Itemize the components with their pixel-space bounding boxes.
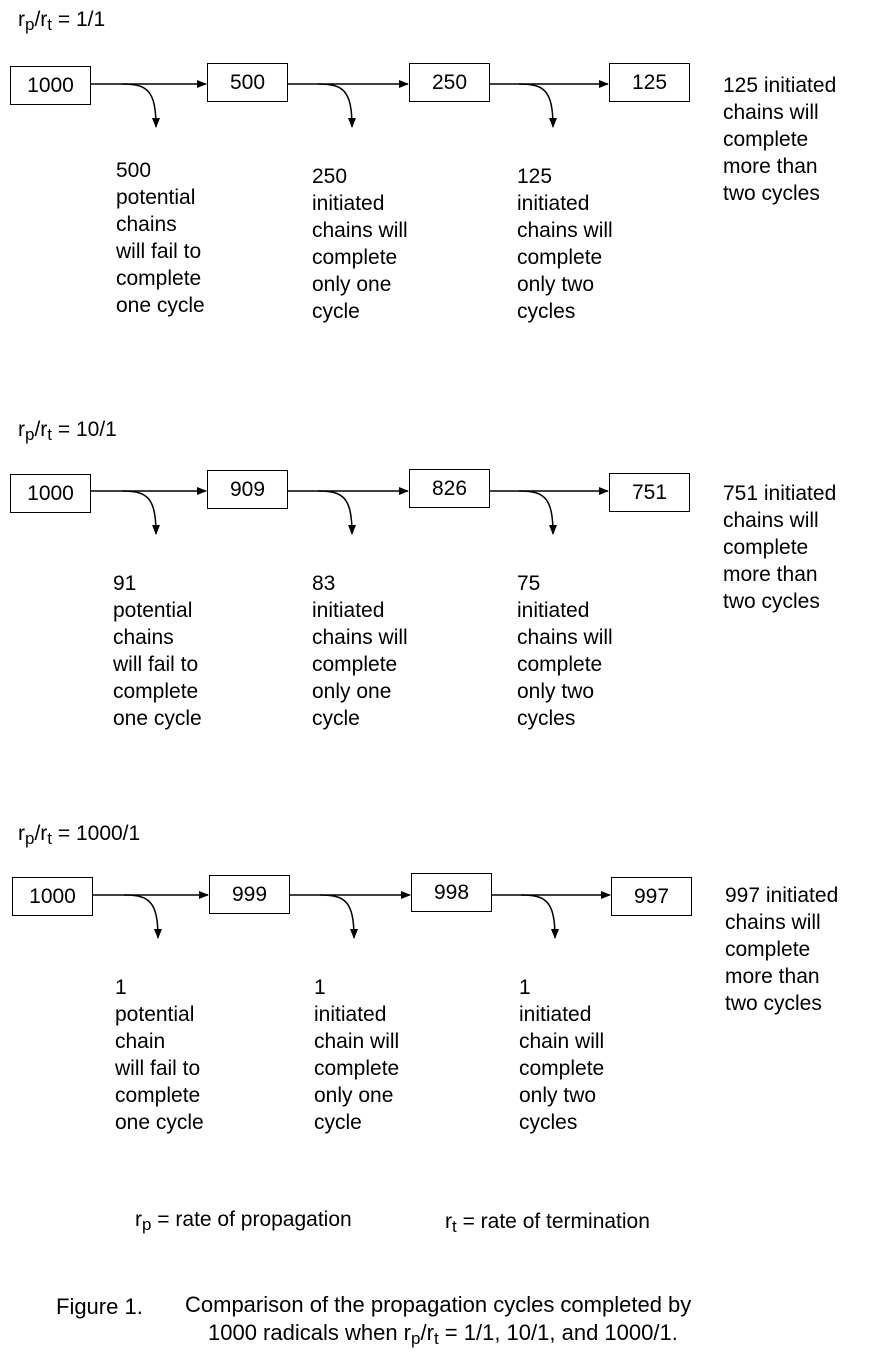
loss-label-row-1-step-3: 125 initiated chains will complete only two cycles bbox=[517, 165, 613, 323]
ratio-label-row-1: $r_p/r_t = 1/1$ bbox=[18, 8, 106, 34]
branch-arrow-row-1-step-3 bbox=[519, 84, 553, 127]
loss-label-row-2-step-3: 75 initiated chains will complete only two cycles bbox=[517, 572, 613, 730]
summary-label-row-2: 751 initiated chains will complete more than two cycles bbox=[723, 482, 837, 613]
legend-rp: $r_p$ = rate of propagation bbox=[135, 1208, 352, 1234]
loss-label-row-3-step-1: 1 potential chain will fail to complete one cycle bbox=[115, 976, 204, 1134]
count-box-row-2-step-0: 1000 bbox=[10, 474, 91, 513]
loss-label-row-3-step-2: 1 initiated chain will complete only one cycle bbox=[314, 976, 400, 1134]
branch-arrow-row-3-step-1 bbox=[124, 895, 158, 938]
branch-arrow-row-2-step-3 bbox=[519, 491, 553, 534]
figure-number: Figure 1. bbox=[56, 1294, 143, 1319]
legend-rt: $r_t$ = rate of termination bbox=[445, 1210, 650, 1236]
ratio-label-row-3: $r_p/r_t = 1000/1$ bbox=[18, 822, 141, 848]
count-box-row-1-step-1: 500 bbox=[207, 63, 288, 102]
count-box-row-2-step-2: 826 bbox=[409, 469, 490, 508]
loss-label-row-2-step-1: 91 potential chains will fail to complete one cycle bbox=[113, 572, 202, 730]
ratio-label-row-2: $r_p/r_t = 10/1$ bbox=[18, 418, 117, 444]
summary-label-row-3: 997 initiated chains will complete more than two cycles bbox=[725, 884, 839, 1015]
summary-label-row-1: 125 initiated chains will complete more than two cycles bbox=[723, 74, 837, 205]
loss-label-row-3-step-3: 1 initiated chain will complete only two cycles bbox=[519, 976, 605, 1134]
count-box-row-1-step-0: 1000 bbox=[10, 66, 91, 105]
caption-line-2: 1000 radicals when $r_p/r_t = 1/1$, 10/1, and 1000/1. bbox=[208, 1320, 678, 1348]
branch-arrow-row-2-step-1 bbox=[122, 491, 156, 534]
caption-line-1: Comparison of the propagation cycles completed by bbox=[185, 1292, 692, 1317]
branch-arrow-row-1-step-1 bbox=[122, 84, 156, 127]
loss-label-row-1-step-2: 250 initiated chains will complete only one cycle bbox=[312, 165, 408, 323]
count-box-row-2-step-3: 751 bbox=[609, 473, 690, 512]
branch-arrow-row-3-step-3 bbox=[521, 895, 555, 938]
branch-arrow-row-2-step-2 bbox=[318, 491, 352, 534]
count-box-row-2-step-1: 909 bbox=[207, 470, 288, 509]
count-box-row-1-step-3: 125 bbox=[609, 63, 690, 102]
count-box-row-3-step-2: 998 bbox=[411, 873, 492, 912]
loss-label-row-1-step-1: 500 potential chains will fail to complete one cycle bbox=[116, 159, 205, 317]
loss-label-row-2-step-2: 83 initiated chains will complete only one cycle bbox=[312, 572, 408, 730]
branch-arrow-row-3-step-2 bbox=[320, 895, 354, 938]
count-box-row-3-step-3: 997 bbox=[611, 877, 692, 916]
count-box-row-1-step-2: 250 bbox=[409, 63, 490, 102]
branch-arrow-row-1-step-2 bbox=[318, 84, 352, 127]
count-box-row-3-step-1: 999 bbox=[209, 875, 290, 914]
count-box-row-3-step-0: 1000 bbox=[12, 877, 93, 916]
